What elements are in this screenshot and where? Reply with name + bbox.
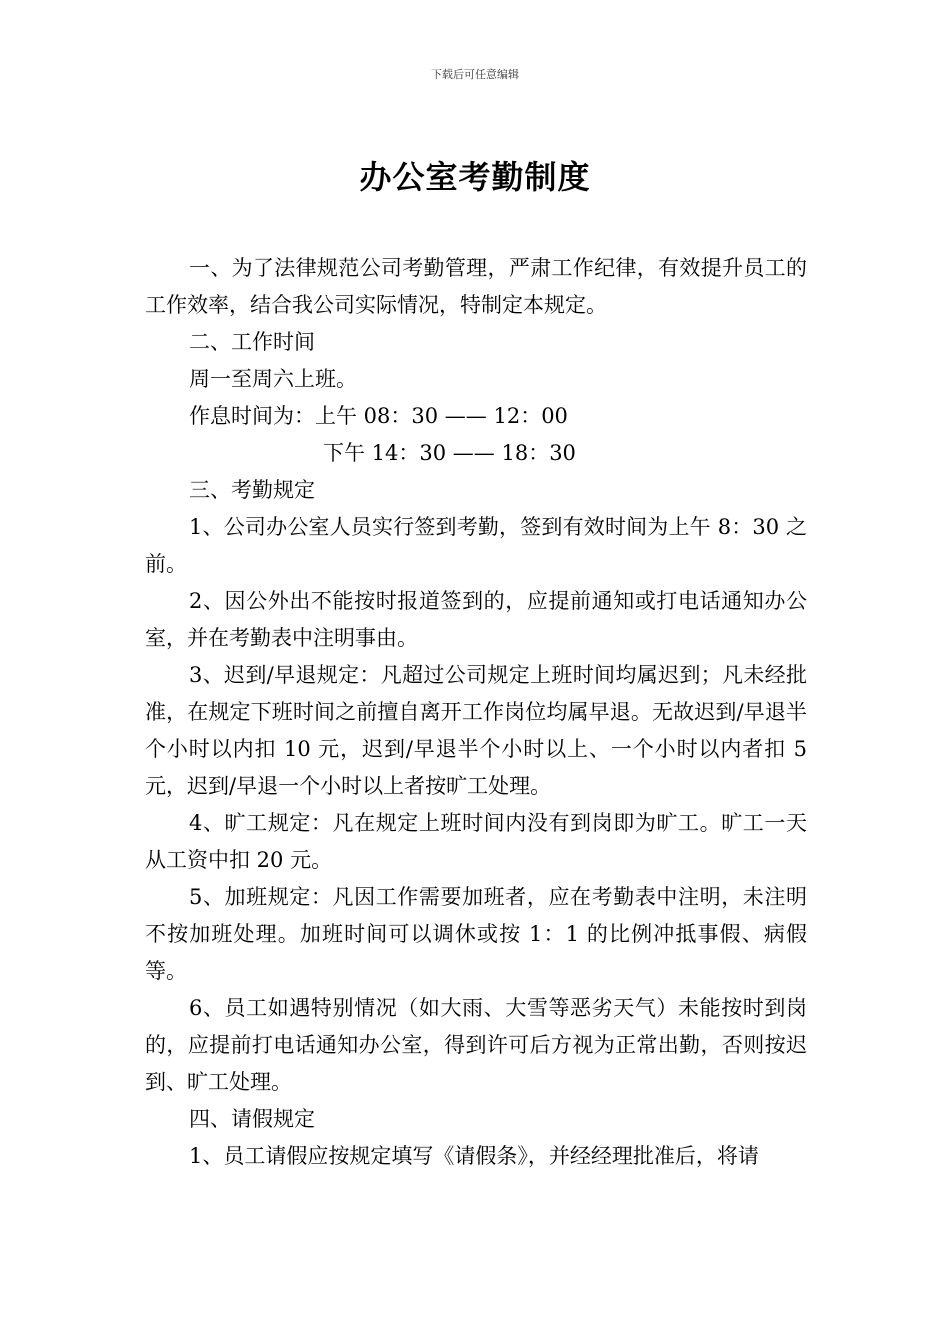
workdays-text: 周一至周六上班。 xyxy=(189,367,357,391)
section-heading-attendance: 三、考勤规定 xyxy=(189,478,315,502)
leave-rule-1: 1、员工请假应按规定填写《请假条》，并经经理批准后，将请 xyxy=(189,1144,759,1168)
attendance-rule-1: 1、公司办公室人员实行签到考勤，签到有效时间为上午 8：30 之前。 xyxy=(145,515,807,576)
intro-paragraph: 一、为了法律规范公司考勤管理，严肃工作纪律，有效提升员工的工作效率，结合我公司实际情况，特制定本规定。 xyxy=(145,256,807,317)
attendance-rule-2: 2、因公外出不能按时报道签到的，应提前通知或打电话通知办公室，并在考勤表中注明事由。 xyxy=(145,589,807,650)
document-title: 办公室考勤制度 xyxy=(359,158,591,196)
schedule-morning: 作息时间为：上午 08：30 —— 12：00 xyxy=(189,404,568,428)
section-heading-work-hours: 二、工作时间 xyxy=(189,330,315,354)
header-note: 下载后可任意编辑 xyxy=(431,68,519,81)
attendance-rule-5: 5、加班规定：凡因工作需要加班者，应在考勤表中注明，未注明不按加班处理。加班时间可以调休或按 1：1 的比例冲抵事假、病假等。 xyxy=(145,885,807,983)
schedule-afternoon: 下午 14：30 —— 18：30 xyxy=(323,441,576,465)
attendance-rule-3: 3、迟到/早退规定：凡超过公司规定上班时间均属迟到；凡未经批准，在规定下班时间之前擅自离开工作岗位均属早退。无故迟到/早退半个小时以内扣 10 元，迟到/早退半个小时以上、一个小时以内者扣 5 元，迟到/早退一个小时以上者按旷工处理。 xyxy=(145,663,807,798)
section-heading-leave: 四、请假规定 xyxy=(189,1107,315,1131)
attendance-rule-6: 6、员工如遇特别情况（如大雨、大雪等恶劣天气）未能按时到岗的，应提前打电话通知办公室，得到许可后方视为正常出勤，否则按迟到、旷工处理。 xyxy=(145,996,807,1094)
document-body xyxy=(145,250,807,1175)
attendance-rule-4: 4、旷工规定：凡在规定上班时间内没有到岗即为旷工。旷工一天从工资中扣 20 元。 xyxy=(145,811,807,872)
